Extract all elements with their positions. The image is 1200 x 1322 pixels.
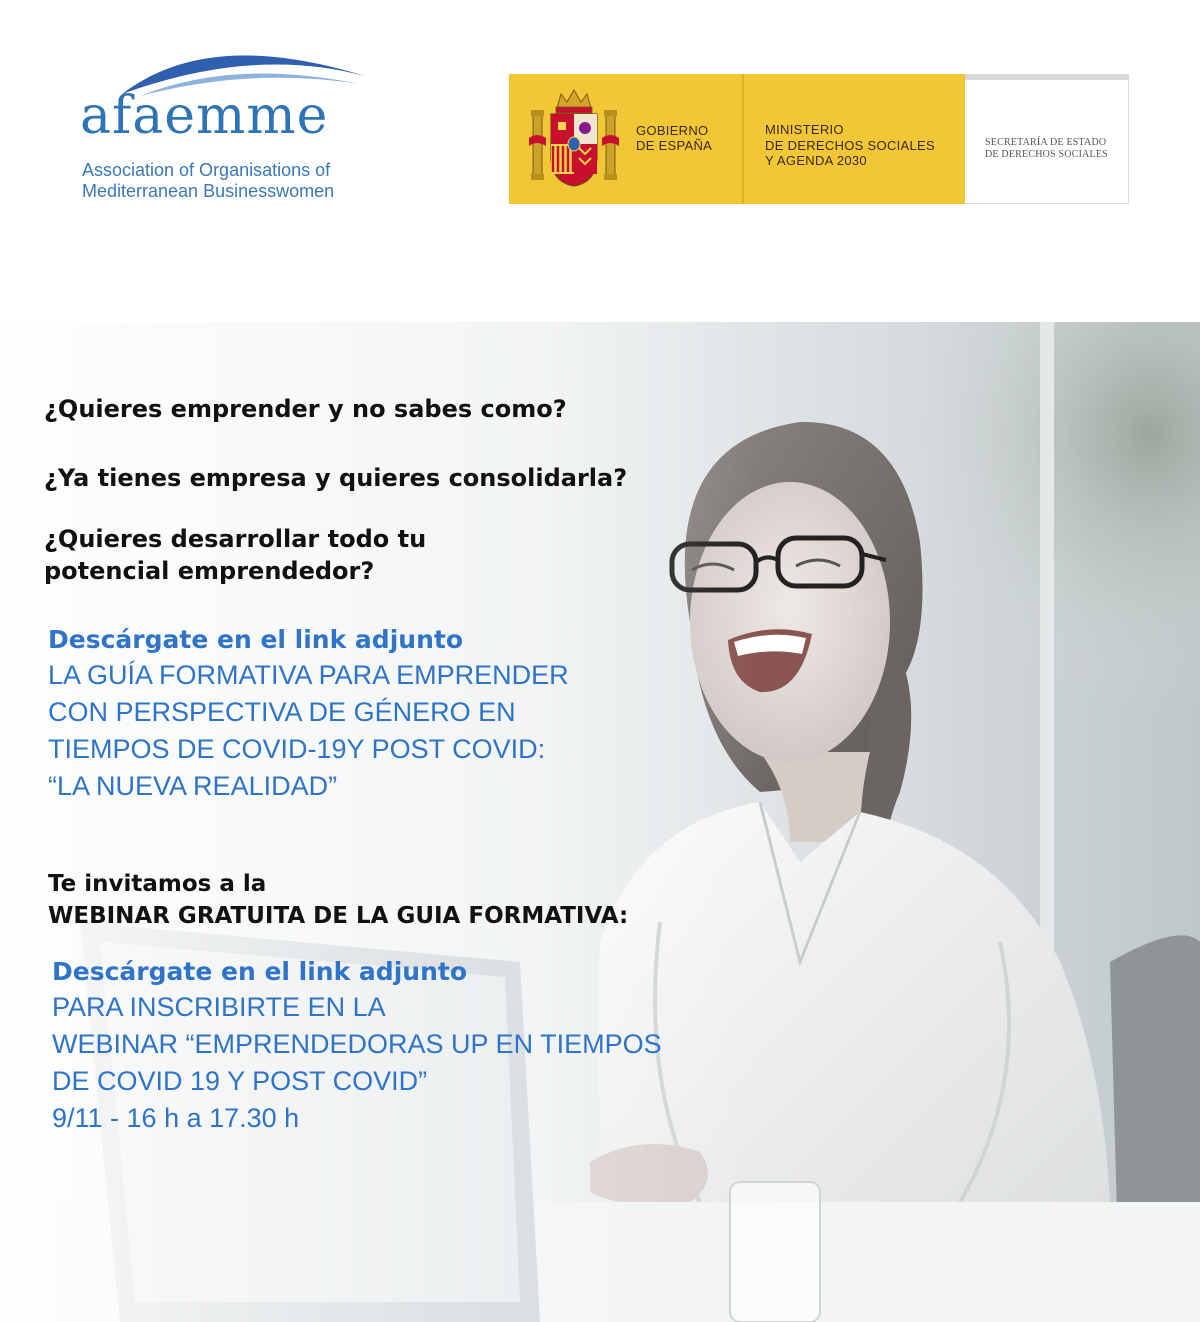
government-divider <box>742 74 744 204</box>
webinar-download-block: Descárgate en el link adjunto PARA INSCRIBIRTE EN LA WEBINAR “EMPRENDEDORAS UP EN TIEMPOS DE COVID 19 Y POST COVID” 9/11 - 16 h a 17.30 h <box>52 955 662 1137</box>
hero-banner <box>0 322 1200 1322</box>
government-logo <box>509 74 1129 204</box>
afaemme-logo <box>80 38 380 208</box>
webinar-date-time: 9/11 - 16 h a 17.30 h <box>52 1103 300 1133</box>
guide-download-block: Descárgate en el link adjunto LA GUÍA FORMATIVA PARA EMPRENDER CON PERSPECTIVA DE GÉNERO EN TIEMPOS DE COVID-19Y POST COVID: “LA NUEVA REALIDAD” <box>48 625 569 801</box>
secretaria-panel <box>965 74 1129 204</box>
question-emprender: ¿Quieres emprender y no sabes como? <box>44 395 567 423</box>
header-logos <box>0 0 1200 322</box>
question-potencial: ¿Quieres desarrollar todo tu potencial emprendedor? <box>44 525 427 585</box>
webinar-invite-heading: Te invitamos a la WEBINAR GRATUITA DE LA GUIA FORMATIVA: <box>48 871 629 929</box>
afaemme-tagline: Association of Organisations of Mediterranean Businesswomen <box>82 160 335 201</box>
gobierno-de-espana-label: GOBIERNO DE ESPAÑA <box>636 123 713 153</box>
question-consolidar: ¿Ya tienes empresa y quieres consolidarla? <box>44 464 628 492</box>
guide-download-link[interactable]: Descárgate en el link adjunto <box>48 625 463 654</box>
secretaria-label: SECRETARÍA DE ESTADO DE DERECHOS SOCIALES <box>985 137 1108 160</box>
ministerio-label: MINISTERIO DE DERECHOS SOCIALES Y AGENDA 2030 <box>765 122 935 168</box>
coat-of-arms-icon <box>529 88 619 190</box>
government-yellow-band <box>509 74 965 204</box>
afaemme-wordmark: afaemme <box>80 86 329 146</box>
webinar-download-link[interactable]: Descárgate en el link adjunto <box>52 957 467 986</box>
